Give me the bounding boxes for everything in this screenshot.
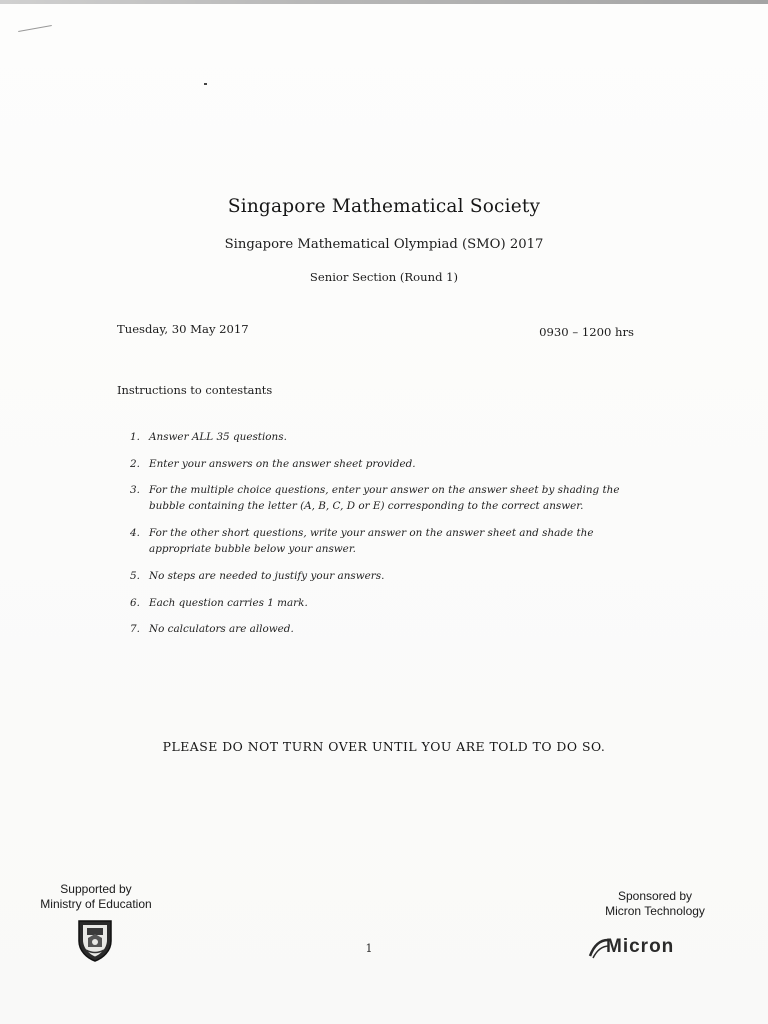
moe-crest-icon	[75, 917, 115, 963]
instruction-number: 6.	[130, 596, 140, 609]
instruction-number: 2.	[130, 457, 140, 470]
page-number: 1	[365, 942, 373, 955]
exam-title: Singapore Mathematical Olympiad (SMO) 2017	[224, 237, 544, 252]
instruction-number: 3.	[130, 484, 140, 496]
sponsor-line-1: Sponsored by	[617, 889, 693, 903]
instruction-text: For the other short questions, write your answer on the answer sheet and shade the appropriate bubble below your answer.	[149, 527, 594, 555]
instruction-number: 1.	[130, 431, 140, 443]
instruction-item	[130, 621, 640, 637]
instruction-item	[130, 429, 640, 445]
instruction-text: No steps are needed to justify your answers.	[149, 570, 385, 582]
instructions-heading: Instructions to contestants	[117, 383, 273, 397]
instruction-item	[130, 482, 640, 514]
instruction-number: 7.	[130, 623, 140, 635]
do-not-turn-warning: PLEASE DO NOT TURN OVER UNTIL YOU ARE TOLD TO DO SO.	[162, 739, 606, 754]
instruction-text: No calculators are allowed.	[149, 623, 294, 635]
instruction-number: 4.	[130, 527, 140, 539]
exam-date: Tuesday, 30 May 2017	[117, 322, 249, 336]
organization-title: Singapore Mathematical Society	[227, 196, 541, 217]
instruction-text: For the multiple choice questions, enter your answer on the answer sheet by shading the bubble containing the letter (A, B, C, D or E) corresponding to the correct answer.	[149, 484, 620, 512]
exam-time: 0930 – 1200 hrs	[539, 325, 634, 339]
micron-logo	[588, 934, 718, 962]
instruction-text: Enter your answers on the answer sheet provided.	[149, 457, 416, 470]
scan-dot	[204, 83, 207, 85]
sponsor-credit	[585, 889, 725, 919]
scan-top-edge	[0, 0, 768, 4]
micron-wordmark: Micron	[606, 936, 675, 957]
instructions-list	[130, 429, 640, 648]
instruction-item	[130, 525, 640, 557]
instruction-item	[130, 595, 640, 611]
instruction-item	[130, 568, 640, 584]
instruction-number: 5.	[130, 570, 140, 582]
instruction-text: Answer ALL 35 questions.	[149, 431, 287, 443]
scan-mark	[18, 25, 52, 32]
sponsor-line-2: Micron Technology	[605, 904, 705, 918]
support-line-2: Ministry of Education	[40, 897, 152, 911]
support-line-1: Supported by	[60, 882, 132, 896]
instruction-text: Each question carries 1 mark.	[149, 596, 308, 609]
section-title: Senior Section (Round 1)	[309, 270, 459, 284]
instruction-item	[130, 456, 640, 472]
support-credit	[30, 882, 162, 912]
